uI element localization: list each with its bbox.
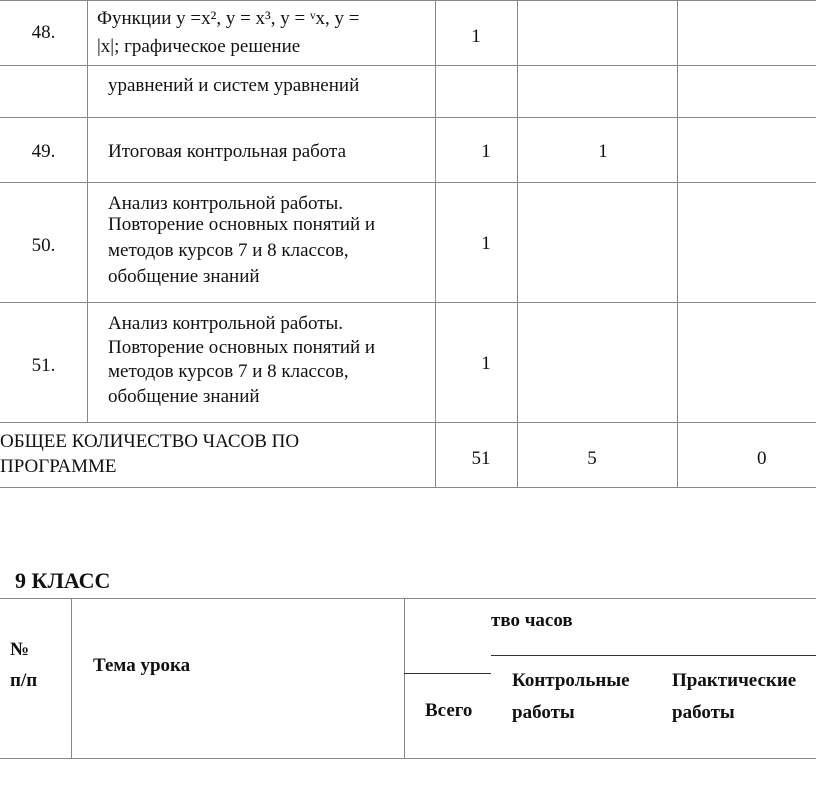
header-number: п/п: [10, 670, 38, 691]
control-works: 1: [598, 141, 608, 162]
topic-line: уравнений и систем уравнений: [108, 75, 360, 96]
topic-line: методов курсов 7 и 8 классов,: [108, 361, 349, 382]
header-topic: Тема урока: [93, 655, 191, 676]
header-total: Всего: [425, 700, 473, 721]
summary-control: 5: [587, 448, 597, 469]
row-number: 50.: [31, 235, 56, 256]
topic-line: Повторение основных понятий и: [108, 337, 376, 358]
header-practical: работы: [672, 702, 735, 723]
row-number: 48.: [31, 22, 56, 43]
header-control: Контрольные: [512, 670, 630, 691]
topic-line: обобщение знаний: [108, 266, 260, 287]
summary-label: ОБЩЕЕ КОЛИЧЕСТВО ЧАСОВ ПО: [0, 431, 300, 452]
header-number: №: [10, 639, 30, 660]
topic-line: Функции y =x², y = x³, y = ᵛx, y =: [97, 8, 360, 29]
row-number: 49.: [31, 141, 56, 162]
summary-total: 51: [471, 448, 491, 469]
summary-practical: 0: [757, 448, 767, 469]
row-number: 51.: [31, 355, 56, 376]
summary-label: ПРОГРАММЕ: [0, 456, 117, 477]
header-control: работы: [512, 702, 575, 723]
section-heading: 9 КЛАСС: [15, 568, 111, 593]
topic-line: Повторение основных понятий и: [108, 214, 376, 235]
topic-line: Анализ контрольной работы.: [108, 313, 344, 334]
total-hours: 1: [481, 141, 491, 162]
topic-line: Анализ контрольной работы.: [108, 193, 344, 214]
header-practical: Практические: [672, 670, 797, 691]
topic-line: обобщение знаний: [108, 386, 260, 407]
header-hours: тво часов: [491, 610, 573, 631]
topic-line: Итоговая контрольная работа: [108, 141, 347, 162]
topic-line: методов курсов 7 и 8 классов,: [108, 240, 349, 261]
total-hours: 1: [481, 233, 491, 254]
total-hours: 1: [481, 353, 491, 374]
topic-line: |x|; графическое решение: [97, 36, 301, 57]
total-hours: 1: [471, 26, 481, 47]
